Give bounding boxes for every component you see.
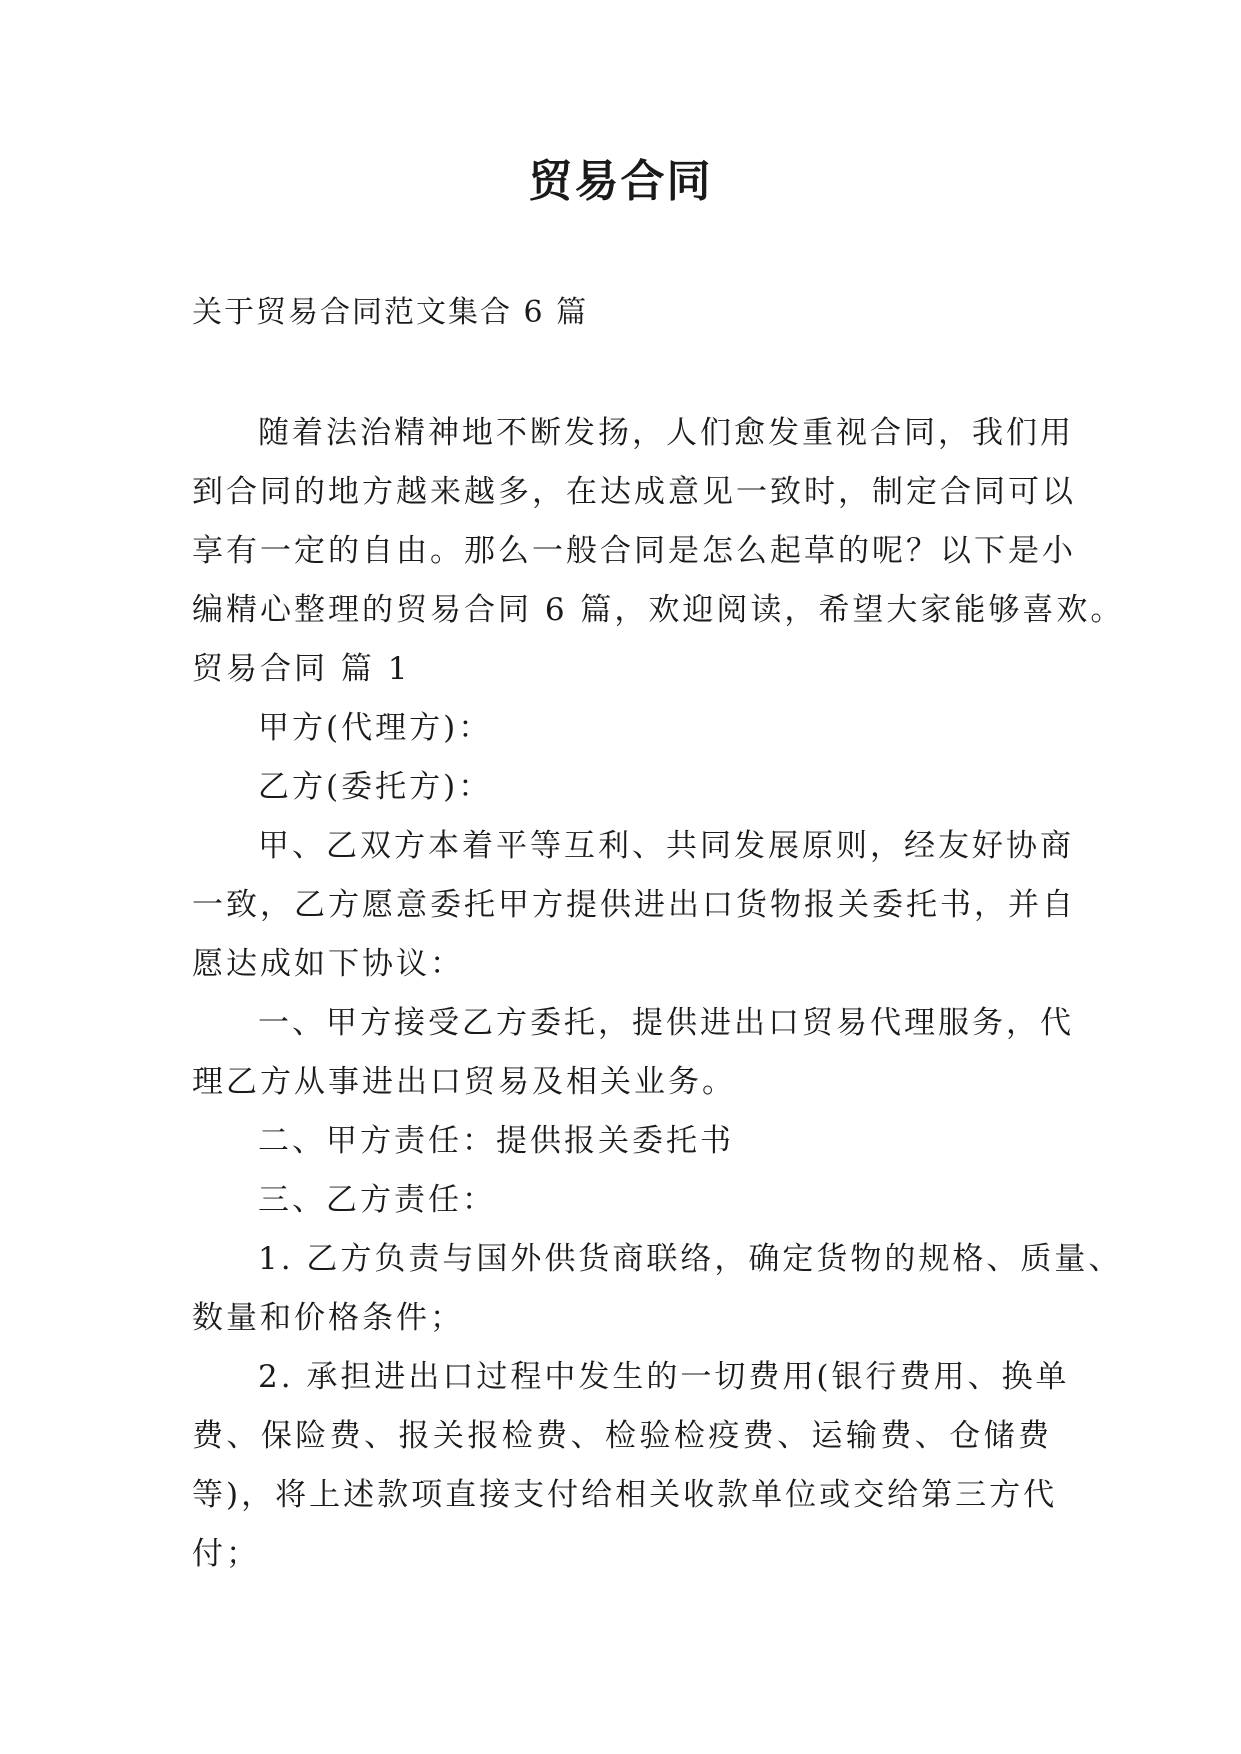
text-line: 乙方(委托方)： [258,769,493,805]
text-line: 愿达成如下协议： [192,946,464,982]
document-subtitle: 关于贸易合同范文集合 6 篇 [192,295,589,330]
text-line: 费、保险费、报关报检费、检验检疫费、运输费、仓储费 [192,1418,1052,1454]
text-line: 2. 承担进出口过程中发生的一切费用(银行费用、换单 [258,1359,1070,1395]
text-line: 等)，将上述款项直接支付给相关收款单位或交给第三方代 [192,1477,1058,1513]
text-line: 享有一定的自由。那么一般合同是怎么起草的呢？以下是小 [192,533,1076,569]
text-line: 编精心整理的贸易合同 6 篇，欢迎阅读，希望大家能够喜欢。 [192,592,1125,628]
text-line: 到合同的地方越来越多，在达成意见一致时，制定合同可以 [192,474,1076,510]
text-line: 甲、乙双方本着平等互利、共同发展原则，经友好协商 [258,828,1074,864]
text-line: 一、甲方接受乙方委托，提供进出口贸易代理服务，代 [258,1005,1074,1041]
text-line: 数量和价格条件； [192,1300,464,1336]
text-line: 一致，乙方愿意委托甲方提供进出口货物报关委托书，并自 [192,887,1076,923]
text-line: 贸易合同 篇 1 [192,651,411,687]
text-line: 理乙方从事进出口贸易及相关业务。 [192,1064,736,1100]
text-line: 甲方(代理方)： [258,710,493,746]
text-line: 二、甲方责任：提供报关委托书 [258,1123,734,1159]
document-title: 贸易合同 [528,156,713,207]
document-body [192,404,1125,1584]
text-line: 随着法治精神地不断发扬，人们愈发重视合同，我们用 [258,415,1074,451]
text-line: 三、乙方责任： [258,1182,496,1218]
text-line: 付； [192,1536,260,1572]
text-line: 1. 乙方负责与国外供货商联络，确定货物的规格、质量、 [258,1241,1123,1277]
